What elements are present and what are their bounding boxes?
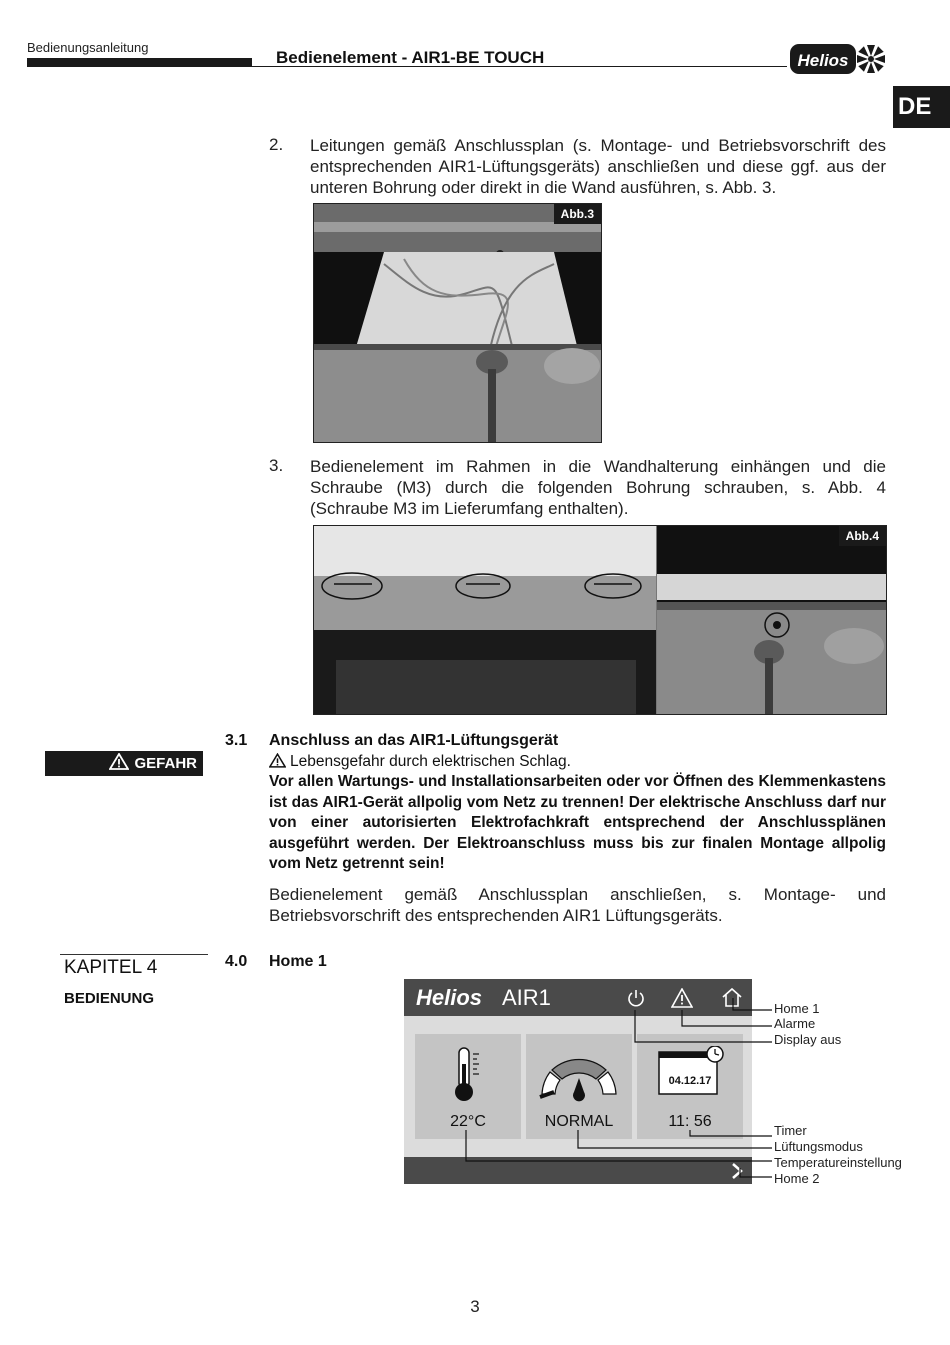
- document-type: Bedienungsanleitung: [27, 40, 149, 55]
- header-title: Bedienelement - AIR1-BE TOUCH: [276, 48, 545, 67]
- header-rule-thick: [27, 58, 252, 67]
- screen-brand: Helios: [416, 985, 483, 1010]
- timer-date: 04.12.17: [668, 1075, 712, 1087]
- danger-line-text: Lebensgefahr durch elektrischen Schlag.: [290, 753, 571, 770]
- ventilation-mode-value: NORMAL: [544, 1113, 614, 1130]
- danger-label: GEFAHR: [134, 755, 197, 772]
- callout-temperatureinstellung: Temperatureinstellung: [774, 1155, 902, 1170]
- logo-text: Helios: [797, 51, 849, 70]
- step-number: 3.: [269, 456, 284, 475]
- section-title: Home 1: [269, 953, 327, 970]
- callout-display-aus: Display aus: [774, 1032, 842, 1047]
- chapter-rule: [60, 954, 208, 955]
- danger-line: [269, 753, 571, 771]
- section-number: 4.0: [225, 953, 248, 970]
- timer-time: 11: 56: [668, 1113, 712, 1130]
- danger-label-box: [45, 751, 203, 776]
- callout-home2: Home 2: [774, 1171, 820, 1186]
- step-text: Leitungen gemäß Anschlussplan (s. Montage- und Betriebsvorschrift des entsprechenden AIR1-Lüftungsgeräts) anschließen und diese ggf. aus der unteren Bohrung oder direkt in die Wand ausführen, s. Abb. 3.: [310, 136, 886, 197]
- language-tab: DE: [893, 86, 950, 128]
- callout-alarme: Alarme: [774, 1016, 816, 1031]
- section-body: Bedienelement gemäß Anschlussplan anschließen, s. Montage- und Betriebsvorschrift des entsprechenden AIR1 Lüftungsgeräts.: [269, 885, 886, 925]
- callout-leader-lines: [400, 990, 780, 1190]
- figure-label: Abb.3: [554, 204, 601, 224]
- step-number: 2.: [269, 135, 284, 154]
- warning-icon: [269, 753, 286, 768]
- section-title: Anschluss an das AIR1-Lüftungsgerät: [269, 732, 559, 749]
- figure-abb3-photo: [313, 203, 602, 443]
- figure-abb4-photo: [313, 525, 887, 715]
- callout-timer: Timer: [774, 1123, 807, 1138]
- helios-logo: [789, 42, 887, 76]
- callout-home1: Home 1: [774, 1001, 820, 1016]
- temperature-value: 22°C: [450, 1113, 486, 1130]
- chapter-subtitle: BEDIENUNG: [64, 990, 155, 1007]
- chapter-title: KAPITEL 4: [64, 957, 158, 978]
- callout-lueftungsmodus: Lüftungsmodus: [774, 1139, 863, 1154]
- figure-abb4-drawing: [314, 526, 886, 714]
- step-text: Bedienelement im Rahmen in die Wandhalterung einhängen und die Schraube (M3) durch die folgenden Bohrung schrauben, s. Abb. 4 (Schraube M3 im Lieferumfang enthalten).: [310, 457, 886, 518]
- screen-model: AIR1: [502, 985, 551, 1010]
- section-number: 3.1: [225, 732, 248, 749]
- page-number: 3: [470, 1297, 480, 1316]
- figure-label: Abb.4: [839, 526, 886, 546]
- figure-abb3-drawing: [314, 204, 601, 442]
- warning-icon: [109, 753, 129, 770]
- warning-text: Vor allen Wartungs- und Installationsarbeiten oder vor Öffnen des Klemmenkastens ist das AIR1-Gerät allpolig vom Netz zu trennen! Der elektrische Anschluss darf nur von einer autorisierten Elektrofachkraft entsprechend der Anschlussplänen ausgeführt werden. Der Elektroanschluss muss bis zur finalen Montage allpolig vom Netz getrennt sein!: [269, 773, 886, 872]
